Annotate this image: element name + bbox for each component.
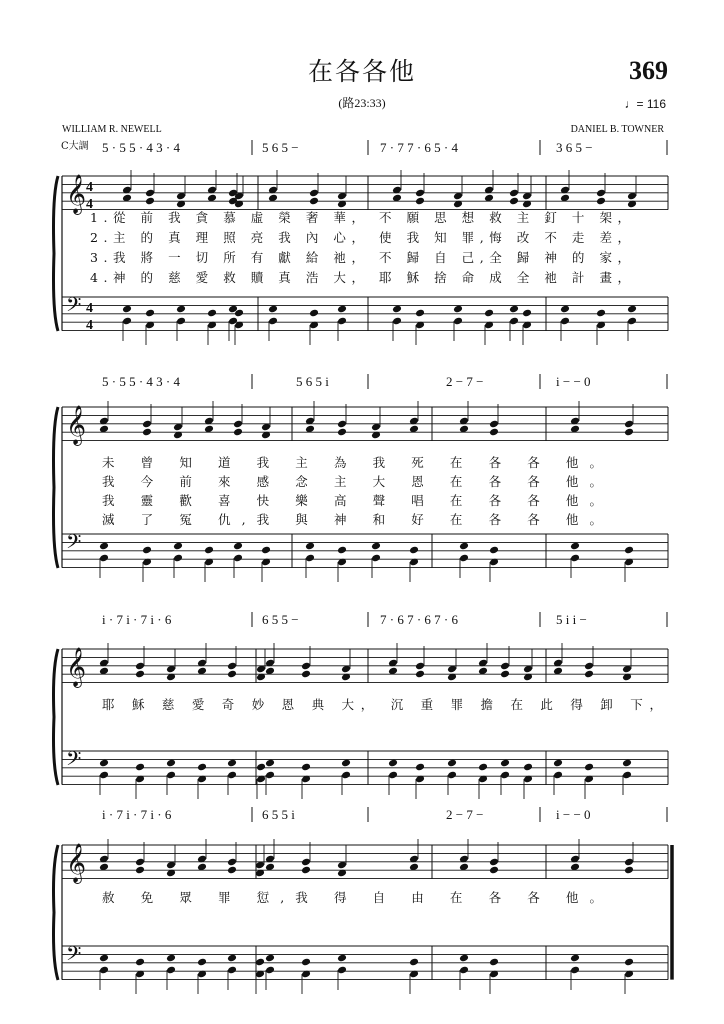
notehead	[337, 546, 347, 555]
notehead	[489, 858, 499, 867]
notehead	[135, 866, 145, 875]
notehead	[489, 866, 499, 875]
notehead	[509, 189, 519, 198]
notehead	[265, 759, 275, 768]
notehead	[624, 858, 634, 867]
notehead	[337, 966, 347, 975]
time-signature: 4	[86, 197, 93, 212]
tempo-marking: ♩= 116	[624, 97, 666, 111]
treble-clef-icon: 𝄞	[66, 405, 87, 445]
notehead	[227, 866, 237, 875]
jianpu-measure: 6 5 5 −	[262, 612, 299, 627]
notehead	[500, 670, 510, 679]
notehead	[99, 966, 109, 975]
notehead	[166, 771, 176, 780]
notehead	[233, 554, 243, 563]
lyric-line: 3.我 將 一 切 所 有 獻 給 祂， 不 歸 自 己,全 歸 神 的 家，	[90, 250, 631, 265]
notehead	[522, 309, 532, 318]
notehead	[265, 966, 275, 975]
notehead	[204, 546, 214, 555]
notehead	[166, 759, 176, 768]
notehead	[233, 542, 243, 551]
notehead	[122, 305, 132, 314]
notehead	[453, 305, 463, 314]
notehead	[596, 189, 606, 198]
notehead	[173, 554, 183, 563]
notehead	[459, 554, 469, 563]
treble-clef-icon: 𝄞	[66, 647, 87, 687]
notehead	[627, 305, 637, 314]
notehead	[305, 554, 315, 563]
jianpu-measure: 5 i i −	[556, 612, 587, 627]
lyricist-credit: WILLIAM R. NEWELL	[62, 124, 162, 135]
system-brace	[54, 649, 59, 785]
notehead	[227, 858, 237, 867]
notehead	[459, 954, 469, 963]
treble-clef-icon: 𝄞	[66, 843, 87, 883]
jianpu-measure: 5 6 5 i	[296, 374, 329, 389]
notehead	[337, 954, 347, 963]
notehead	[624, 428, 634, 437]
treble-clef-icon: 𝄞	[66, 174, 87, 214]
notehead	[227, 966, 237, 975]
time-signature: 4	[86, 301, 93, 316]
notehead	[388, 759, 398, 768]
notehead	[145, 309, 155, 318]
notehead	[509, 317, 519, 326]
notehead	[596, 309, 606, 318]
notehead	[268, 305, 278, 314]
lyric-line: 我 今 前 來 感 念 主 大 恩 在 各 各 他。	[102, 474, 602, 489]
jianpu-measure: 5 6 5 −	[262, 140, 299, 155]
notehead	[392, 305, 402, 314]
notehead	[447, 759, 457, 768]
notehead	[99, 771, 109, 780]
notehead	[388, 771, 398, 780]
notehead	[301, 670, 311, 679]
notehead	[584, 763, 594, 772]
notehead	[166, 966, 176, 975]
notehead	[301, 662, 311, 671]
notehead	[268, 317, 278, 326]
score-system	[54, 140, 669, 345]
notehead	[142, 546, 152, 555]
system-brace	[54, 845, 59, 980]
score-system	[54, 374, 669, 582]
notehead	[415, 763, 425, 772]
notehead	[233, 420, 243, 429]
key-signature-label: C大調	[61, 141, 89, 152]
notehead	[489, 428, 499, 437]
lyric-line: 滅 了 冤 仇,我 與 神 和 好 在 各 各 他。	[102, 512, 602, 527]
notehead	[142, 420, 152, 429]
notehead	[135, 662, 145, 671]
jianpu-measure: i − − 0	[556, 807, 591, 822]
notehead	[570, 966, 580, 975]
notehead	[523, 763, 533, 772]
notehead	[341, 771, 351, 780]
bass-clef-icon: 𝄢	[66, 530, 82, 558]
notehead	[560, 305, 570, 314]
hymn-title: 在各各他	[307, 57, 416, 86]
notehead	[570, 542, 580, 551]
scripture-reference: (路23:33)	[338, 96, 386, 110]
lyric-line: 2.主 的 真 理 照 亮 我 內 心， 使 我 知 罪,悔 改 不 走 差，	[90, 230, 631, 245]
notehead	[135, 670, 145, 679]
notehead	[624, 546, 634, 555]
notehead	[341, 759, 351, 768]
bass-clef-icon: 𝄢	[66, 747, 82, 775]
lyric-line: 1.從 前 我 貪 慕 虛 榮 奢 華， 不 願 思 想 救 主 釘 十 架，	[90, 210, 631, 225]
notehead	[135, 958, 145, 967]
notehead	[135, 763, 145, 772]
notehead	[301, 866, 311, 875]
score-system	[54, 612, 669, 799]
notehead	[553, 771, 563, 780]
notehead	[624, 866, 634, 875]
notehead	[99, 954, 109, 963]
jianpu-measure: 2 − 7 −	[446, 374, 484, 389]
notehead	[371, 542, 381, 551]
notehead	[500, 662, 510, 671]
notehead	[415, 197, 425, 206]
notehead	[227, 670, 237, 679]
notehead	[570, 554, 580, 563]
notehead	[337, 305, 347, 314]
notehead	[500, 771, 510, 780]
notehead	[560, 317, 570, 326]
notehead	[447, 771, 457, 780]
notehead	[99, 554, 109, 563]
notehead	[122, 317, 132, 326]
notehead	[176, 305, 186, 314]
notehead	[337, 428, 347, 437]
notehead	[371, 554, 381, 563]
notehead	[459, 966, 469, 975]
notehead	[624, 958, 634, 967]
notehead	[166, 954, 176, 963]
notehead	[301, 763, 311, 772]
notehead	[484, 309, 494, 318]
notehead	[309, 197, 319, 206]
lyric-line: 未 曾 知 道 我 主 為 我 死 在 各 各 他。	[102, 455, 602, 470]
lyric-line: 4.神 的 慈 愛 救 贖 真 浩 大， 耶 穌 捨 命 成 全 祂 計 畫，	[90, 270, 631, 285]
notehead	[584, 662, 594, 671]
notehead	[301, 958, 311, 967]
notehead	[227, 662, 237, 671]
jianpu-measure: i · 7 i · 7 i · 6	[102, 612, 172, 627]
notehead	[509, 197, 519, 206]
notehead	[453, 317, 463, 326]
notehead	[500, 759, 510, 768]
system-brace	[54, 407, 59, 568]
jianpu-measure: 7 · 6 7 · 6 7 · 6	[380, 612, 458, 627]
notehead	[305, 542, 315, 551]
time-signature: 4	[86, 180, 93, 195]
notehead	[409, 958, 419, 967]
notehead	[207, 309, 217, 318]
lyric-line: 我 靈 歡 喜 快 樂 高 聲 唱 在 各 各 他。	[102, 493, 602, 508]
time-signature: 4	[86, 318, 93, 333]
hymn-number: 369	[629, 56, 668, 85]
notehead	[509, 305, 519, 314]
lyric-line: 赦 免 眾 罪 愆,我 得 自 由 在 各 各 他。	[102, 890, 602, 905]
jianpu-measure: 7 · 7 7 · 6 5 · 4	[380, 140, 458, 155]
jianpu-measure: 5 · 5 5 · 4 3 · 4	[102, 374, 180, 389]
notehead	[261, 546, 271, 555]
notehead	[227, 759, 237, 768]
bass-clef-icon: 𝄢	[66, 942, 82, 970]
notehead	[584, 670, 594, 679]
notehead	[459, 542, 469, 551]
notehead	[622, 771, 632, 780]
notehead	[627, 317, 637, 326]
notehead	[99, 759, 109, 768]
notehead	[489, 420, 499, 429]
notehead	[301, 858, 311, 867]
jianpu-measure: i − − 0	[556, 374, 591, 389]
notehead	[197, 958, 207, 967]
notehead	[337, 317, 347, 326]
notehead	[135, 858, 145, 867]
composer-credit: DANIEL B. TOWNER	[570, 124, 664, 135]
notehead	[596, 197, 606, 206]
notehead	[142, 428, 152, 437]
notehead	[489, 958, 499, 967]
notehead	[265, 954, 275, 963]
notehead	[570, 954, 580, 963]
notehead	[415, 662, 425, 671]
notehead	[415, 670, 425, 679]
notehead	[478, 763, 488, 772]
notehead	[176, 317, 186, 326]
jianpu-measure: 5 · 5 5 · 4 3 · 4	[102, 140, 180, 155]
notehead	[99, 542, 109, 551]
notehead	[392, 317, 402, 326]
notehead	[624, 420, 634, 429]
notehead	[227, 954, 237, 963]
notehead	[489, 546, 499, 555]
notehead	[227, 771, 237, 780]
notehead	[415, 309, 425, 318]
bass-clef-icon: 𝄢	[66, 293, 82, 321]
score-system	[54, 807, 673, 994]
notehead	[409, 546, 419, 555]
notehead	[337, 420, 347, 429]
notehead	[553, 759, 563, 768]
notehead	[415, 189, 425, 198]
lyric-line: 耶 穌 慈 愛 奇 妙 恩 典 大， 沉 重 罪 擔 在 此 得 卸 下，	[102, 697, 662, 712]
jianpu-measure: i · 7 i · 7 i · 6	[102, 807, 172, 822]
notehead	[145, 197, 155, 206]
notehead	[233, 428, 243, 437]
notehead	[256, 763, 266, 772]
notehead	[622, 759, 632, 768]
jianpu-measure: 2 − 7 −	[446, 807, 484, 822]
jianpu-measure: 3 6 5 −	[556, 140, 593, 155]
system-brace	[54, 176, 59, 331]
notehead	[309, 309, 319, 318]
notehead	[309, 189, 319, 198]
notehead	[145, 189, 155, 198]
notehead	[173, 542, 183, 551]
notehead	[265, 771, 275, 780]
notehead	[197, 763, 207, 772]
jianpu-measure: 6 5 5 i	[262, 807, 295, 822]
